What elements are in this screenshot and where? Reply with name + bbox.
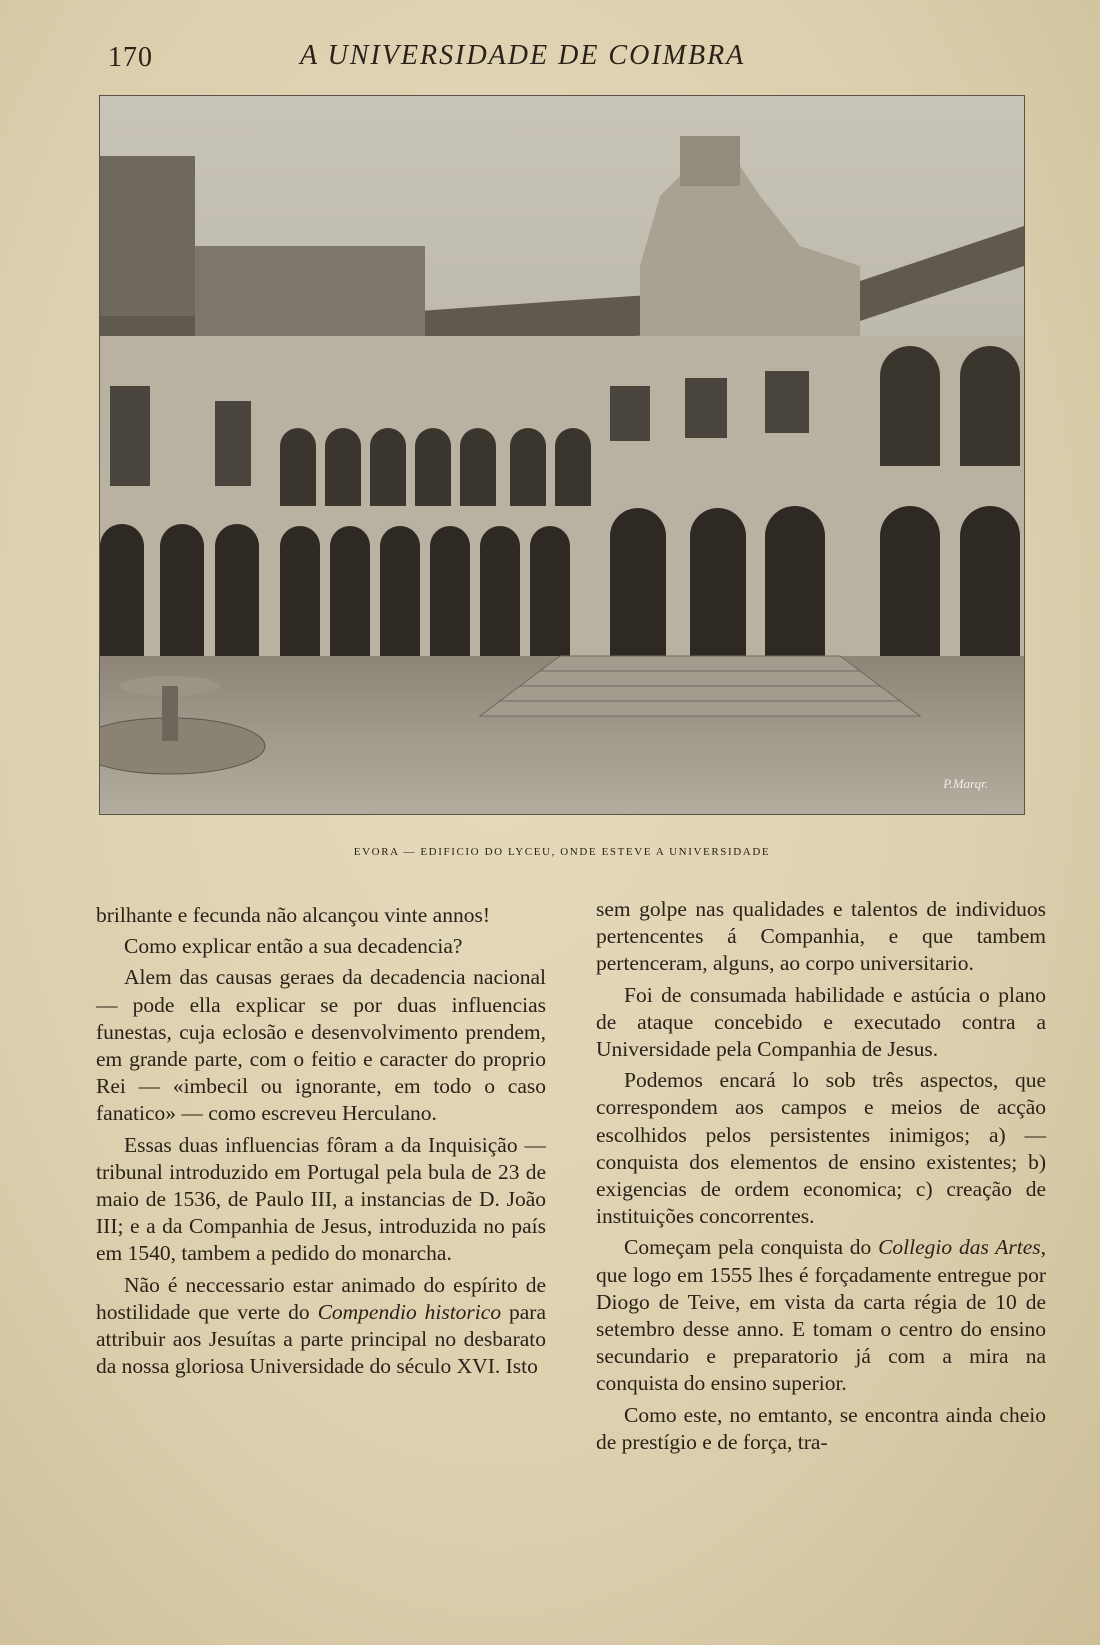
paragraph	[596, 1234, 1046, 1397]
paragraph: sem golpe nas qualidades e talentos de individuos pertencentes á Companhia, e que tambem pertenceram, alguns, ao corpo universitario.	[596, 897, 1046, 976]
paragraph: Foi de consumada habilidade e astúcia o plano de ataque concebido e executado contra a Universidade pela Companhia de Jesus.	[596, 982, 1046, 1062]
paragraph: Como explicar então a sua decadencia?	[124, 934, 463, 959]
paragraph-text: , que logo em 1555 lhes é forçadamente entregue por Diogo de Teive, em vista da carta régia de 10 de setembro desse anno. E tomam o centro do ensino secundario e preparatorio já com a mira na conquista do ensino superior.	[596, 1235, 1046, 1396]
paragraph: Podemos encará lo sob três aspectos, que correspondem aos campos e meios de acção escolhidos pelos persistentes inimigos; a) — conquista dos elementos de ensino existentes; b) exigencias de ordem economica; c) creação de instituições concorrentes.	[596, 1068, 1046, 1229]
paragraph	[96, 1272, 546, 1381]
paragraph: brilhante e fecunda não alcançou vinte annos!	[96, 903, 490, 927]
page-number: 170	[108, 42, 153, 73]
engraver-signature: P.Marqr.	[943, 776, 988, 791]
photo-caption: EVORA — EDIFICIO DO LYCEU, ONDE ESTEVE A UNIVERSIDADE	[353, 846, 771, 858]
paragraph-text: Não é neccessario estar animado do espírito de hostilidade que verte do	[96, 1272, 546, 1324]
paragraph-text: Começam pela conquista do	[624, 1235, 879, 1260]
courtyard-photograph	[100, 96, 1024, 814]
text-column-right	[596, 896, 1046, 1460]
paragraph: Essas duas influencias fôram a da Inquisição — tribunal introduzido em Portugal pela bula de 23 de maio de 1536, de Paulo III, a instancias de D. João III; e a da Companhia de Jesus, introduzida no país em 1540, tambem a pedido do monarcha.	[96, 1132, 546, 1266]
paragraph-text: para attribuir aos Jesuítas a parte principal no desbarato da nossa gloriosa Universidade do século XVI. Isto	[96, 1299, 546, 1379]
italic-title: Compendio historico	[317, 1299, 502, 1324]
photo-plate	[100, 96, 1024, 814]
italic-title: Collegio das Artes	[878, 1235, 1041, 1260]
running-title: A UNIVERSIDADE DE COIMBRA	[300, 40, 746, 71]
paragraph: Alem das causas geraes da decadencia nacional — pode ella explicar se por duas influencias funestas, cuja eclosão e desenvolvimento prendem, em grande parte, com o feitio e caracter do proprio Rei — «imbecil ou ignorante, em todo o caso fanatico» — como escreveu Herculano.	[96, 965, 546, 1126]
paragraph: Como este, no emtanto, se encontra ainda cheio de prestígio e de força, tra-	[596, 1402, 1046, 1454]
text-column-left	[96, 902, 546, 1384]
